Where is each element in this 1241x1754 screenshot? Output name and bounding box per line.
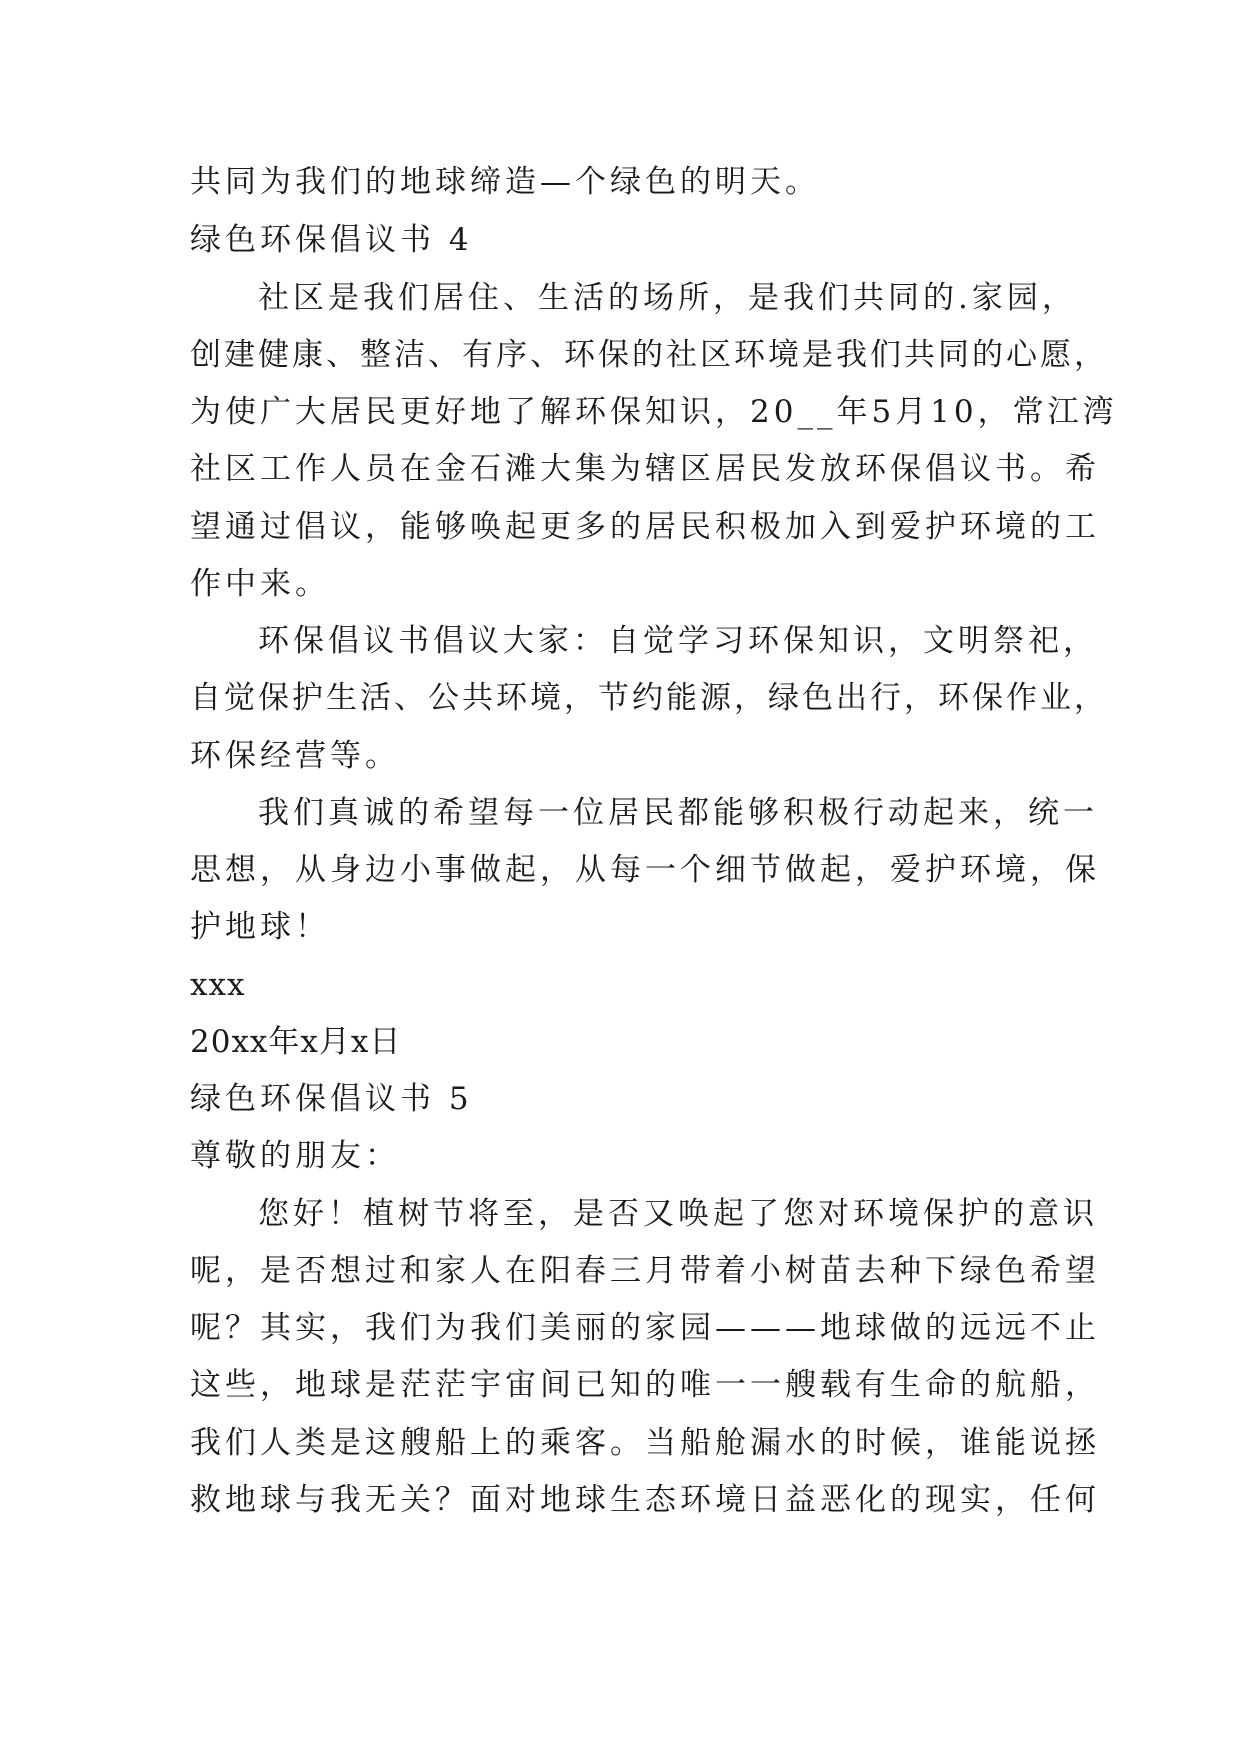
paragraph-line: 自觉保护生活、公共环境，节约能源，绿色出行，环保作业， [190,680,1108,716]
paragraph-line: 思想，从身边小事做起，从每一个细节做起，爱护环境，保 [190,852,1100,888]
paragraph-line: 呢，是否想过和家人在阳春三月带着小树苗去种下绿色希望 [190,1253,1100,1289]
paragraph-line: 作中来。 [190,566,330,602]
text-line: 共同为我们的地球缔造—个绿色的明天。 [190,164,820,200]
paragraph-line: 您好！植树节将至，是否又唤起了您对环境保护的意识 [258,1196,1098,1232]
paragraph-line: 环保经营等。 [190,738,400,774]
section-heading: 绿色环保倡议书 4 [190,222,473,258]
paragraph-line: 为使广大居民更好地了解环保知识，20__年5月10，常江湾 [190,394,1118,430]
paragraph-line: 呢？其实，我们为我们美丽的家园———地球做的远远不止 [190,1310,1100,1346]
paragraph-line: 护地球！ [190,909,330,945]
paragraph-line: 我们真诚的希望每一位居民都能够积极行动起来，统一 [258,795,1098,831]
paragraph-line: 创建健康、整洁、有序、环保的社区环境是我们共同的心愿， [190,337,1108,373]
paragraph-line: 望通过倡议，能够唤起更多的居民积极加入到爱护环境的工 [190,509,1100,545]
salutation: 尊敬的朋友： [190,1138,400,1174]
signature-date: 20xx年x月x日 [190,1024,402,1060]
paragraph-line: 我们人类是这艘船上的乘客。当船舱漏水的时候，谁能说拯 [190,1425,1100,1461]
paragraph-line: 这些，地球是茫茫宇宙间已知的唯一一艘载有生命的航船， [190,1367,1100,1403]
section-heading: 绿色环保倡议书 5 [190,1081,473,1117]
paragraph-line: 社区工作人员在金石滩大集为辖区居民发放环保倡议书。希 [190,451,1100,487]
paragraph-line: 救地球与我无关？面对地球生态环境日益恶化的现实，任何 [190,1482,1100,1518]
signature-name: xxx [190,967,246,1003]
paragraph-line: 环保倡议书倡议大家：自觉学习环保知识，文明祭祀， [258,623,1098,659]
paragraph-line: 社区是我们居住、生活的场所，是我们共同的.家园， [258,280,1077,316]
